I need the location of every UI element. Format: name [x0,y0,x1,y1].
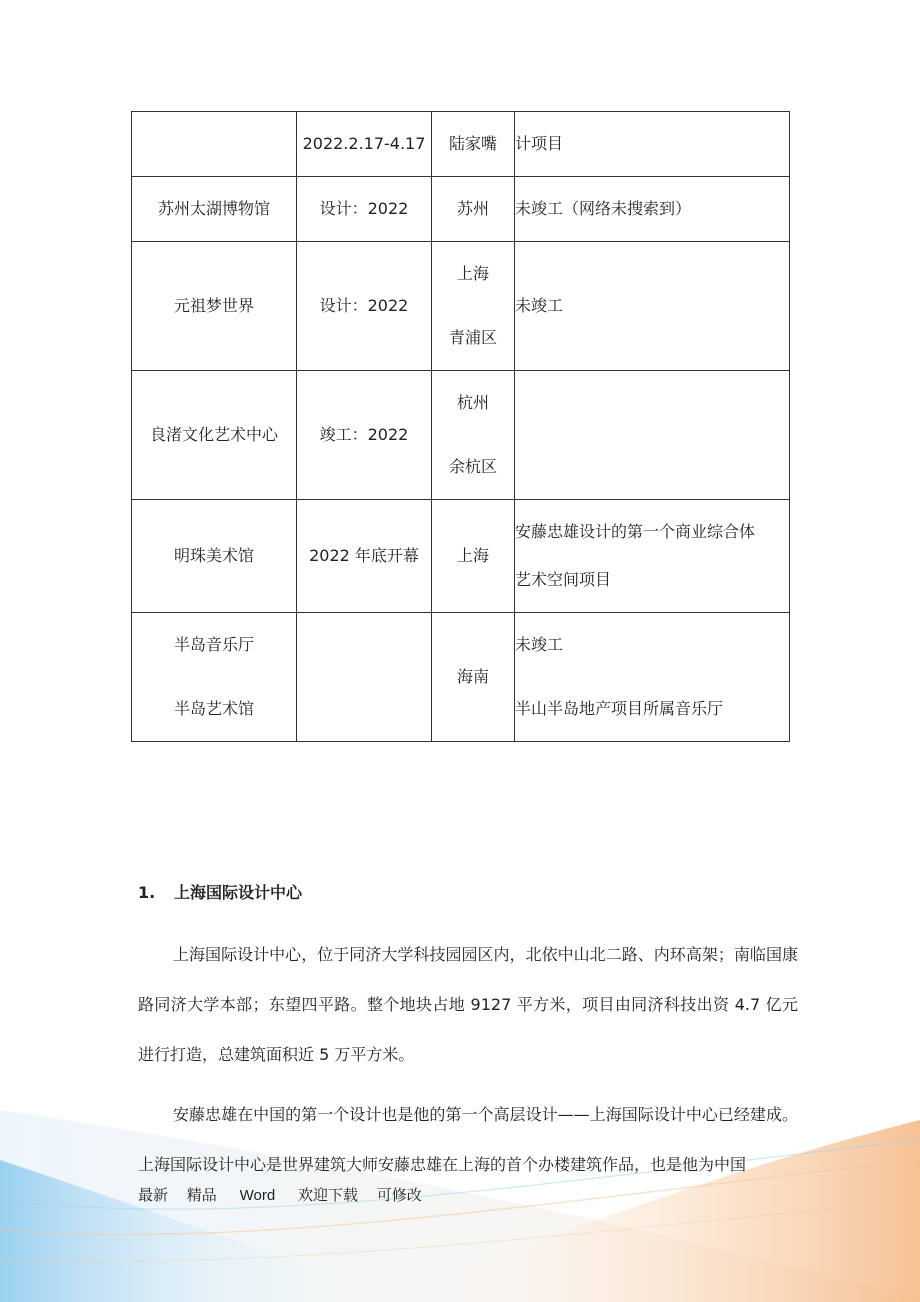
cell-place: 上海 [432,500,515,613]
cell-note: 未竣工 [515,242,790,371]
cell-place: 上海 青浦区 [432,242,515,371]
section-number: 1. [138,883,156,902]
cell-time: 设计：2022 [297,242,432,371]
paragraph: 上海国际设计中心，位于同济大学科技园园区内，北依中山北二路、内环高架；南临国康路同济大学本部；东望四平路。整个地块占地 9127 平方米，项目由同济科技出资 4.7 亿元进行打造，总建筑面积近 5 万平方米。 [138,945,798,1064]
table-row [132,613,790,742]
section-title: 上海国际设计中心 [174,883,303,902]
cell-name: 元祖梦世界 [132,242,297,371]
cell-note: 计项目 [515,112,790,177]
table-row [132,242,790,371]
cell-place: 海南 [432,613,515,742]
table-row [132,112,790,177]
table-row [132,177,790,242]
cell-time: 竣工：2022 [297,371,432,500]
cell-name: 良渚文化艺术中心 [132,371,297,500]
cell-note: 未竣工 半山半岛地产项目所属音乐厅 [515,613,790,742]
cell-name [132,112,297,177]
table-row [132,371,790,500]
cell-note [515,371,790,500]
project-table [131,111,790,742]
cell-time [297,613,432,742]
cell-time: 设计：2022 [297,177,432,242]
footer-watermark: 最新 精品 Word 欢迎下载 可修改 [138,1186,422,1204]
cell-note: 安藤忠雄设计的第一个商业综合体 艺术空间项目 [515,500,790,613]
cell-time: 2022 年底开幕 [297,500,432,613]
cell-time: 2022.2.17-4.17 [297,112,432,177]
cell-name: 半岛音乐厅 半岛艺术馆 [132,613,297,742]
paragraph: 安藤忠雄在中国的第一个设计也是他的第一个高层设计——上海国际设计中心已经建成。上海国际设计中心是世界建筑大师安藤忠雄在上海的首个办楼建筑作品，也是他为中国 [138,1105,798,1174]
cell-name: 明珠美术馆 [132,500,297,613]
cell-name: 苏州太湖博物馆 [132,177,297,242]
cell-place: 杭州 余杭区 [432,371,515,500]
cell-note: 未竣工（网络未搜索到） [515,177,790,242]
cell-place: 陆家嘴 [432,112,515,177]
section-heading [138,880,302,903]
table-row [132,500,790,613]
cell-place: 苏州 [432,177,515,242]
